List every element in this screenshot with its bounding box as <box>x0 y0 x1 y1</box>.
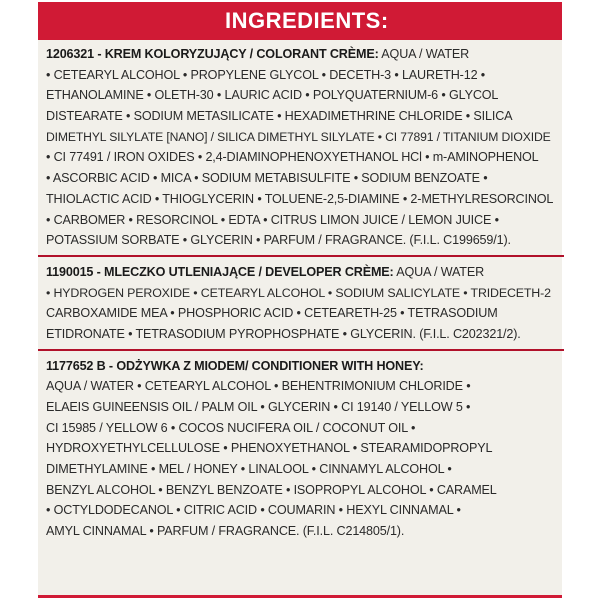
ingredient-line <box>46 397 556 418</box>
ingredient-line <box>46 418 556 439</box>
ingredient-line <box>46 324 556 345</box>
ingredient-text: ETIDRONATE • TETRASODIUM PYROPHOSPHATE • GLYCERIN. (F.I.L. C202321/2). <box>46 326 521 341</box>
ingredient-line <box>46 262 556 283</box>
ingredient-line <box>46 106 556 127</box>
bottom-border <box>38 595 562 598</box>
ingredients-body <box>46 44 556 542</box>
ingredient-section <box>46 44 556 251</box>
ingredient-text: DIMETHYLAMINE • MEL / HONEY • LINALOOL • CINNAMYL ALCOHOL • <box>46 462 452 477</box>
ingredient-text: • CETEARYL ALCOHOL • PROPYLENE GLYCOL • DECETH-3 • LAURETH-12 • <box>46 67 486 82</box>
page-title: INGREDIENTS: <box>225 8 389 33</box>
ingredient-line <box>46 127 556 148</box>
ingredient-text: POTASSIUM SORBATE • GLYCERIN • PARFUM / FRAGRANCE. (F.I.L. C199659/1). <box>46 233 511 248</box>
ingredient-text: CI 15985 / YELLOW 6 • COCOS NUCIFERA OIL / COCONUT OIL • <box>46 420 416 435</box>
ingredient-line <box>46 147 556 168</box>
ingredient-line <box>46 500 556 521</box>
section-divider <box>38 255 564 257</box>
ingredient-line <box>46 189 556 210</box>
ingredient-line <box>46 303 556 324</box>
ingredient-text: BENZYL ALCOHOL • BENZYL BENZOATE • ISOPROPYL ALCOHOL • CARAMEL <box>46 482 497 497</box>
ingredient-text: • CARBOMER • RESORCINOL • EDTA • CITRUS LIMON JUICE / LEMON JUICE • <box>46 212 499 227</box>
ingredient-text: CARBOXAMIDE MEA • PHOSPHORIC ACID • CETEARETH-25 • TETRASODIUM <box>46 306 498 321</box>
ingredient-line <box>46 521 556 542</box>
ingredient-line <box>46 44 556 65</box>
ingredient-line <box>46 65 556 86</box>
ingredient-text: • CI 77491 / IRON OXIDES • 2,4-DIAMINOPHENOXYETHANOL HCl • m-AMINOPHENOL <box>46 150 539 165</box>
ingredient-line <box>46 283 556 304</box>
ingredient-section <box>46 262 556 345</box>
ingredient-text: ETHANOLAMINE • OLETH-30 • LAURIC ACID • POLYQUATERNIUM-6 • GLYCOL <box>46 88 499 103</box>
section-divider <box>38 349 564 351</box>
ingredient-line <box>46 230 556 251</box>
ingredient-text: • OCTYLDODECANOL • CITRIC ACID • COUMARIN • HEXYL CINNAMAL • <box>46 503 461 518</box>
ingredient-line <box>46 85 556 106</box>
product-heading: 1177652 B - ODŻYWKA Z MIODEM/ CONDITIONER WITH HONEY: <box>46 358 424 373</box>
ingredient-text: • ASCORBIC ACID • MICA • SODIUM METABISULFITE • SODIUM BENZOATE • <box>46 171 488 186</box>
ingredient-text: AQUA / WATER • CETEARYL ALCOHOL • BEHENTRIMONIUM CHLORIDE • <box>46 379 471 394</box>
ingredient-text: HYDROXYETHYLCELLULOSE • PHENOXYETHANOL • STEARAMIDOPROPYL <box>46 441 493 456</box>
ingredient-line <box>46 168 556 189</box>
ingredient-line <box>46 376 556 397</box>
ingredients-label <box>38 2 562 598</box>
ingredient-section <box>46 356 556 542</box>
ingredient-text: AQUA / WATER <box>378 47 470 61</box>
ingredient-text: DISTEARATE • SODIUM METASILICATE • HEXADIMETHRINE CHLORIDE • SILICA <box>46 109 513 124</box>
ingredient-text: AQUA / WATER <box>393 264 485 279</box>
ingredient-line <box>46 459 556 480</box>
ingredient-text: • HYDROGEN PEROXIDE • CETEARYL ALCOHOL • SODIUM SALICYLATE • TRIDECETH-2 <box>46 285 551 300</box>
ingredient-text: AMYL CINNAMAL • PARFUM / FRAGRANCE. (F.I.L. C214805/1). <box>46 524 405 539</box>
ingredient-text: DIMETHYL SILYLATE [NANO] / SILICA DIMETHYL SILYLATE • CI 77891 / TITANIUM DIOXIDE <box>46 129 551 144</box>
ingredient-text: THIOLACTIC ACID • THIOGLYCERIN • TOLUENE-2,5-DIAMINE • 2-METHYLRESORCINOL <box>46 191 554 206</box>
header-bar <box>38 2 562 40</box>
ingredient-line <box>46 480 556 501</box>
product-heading: 1206321 - KREM KOLORYZUJĄCY / COLORANT CRÈME: <box>46 47 379 61</box>
ingredient-text: ELAEIS GUINEENSIS OIL / PALM OIL • GLYCERIN • CI 19140 / YELLOW 5 • <box>46 400 471 414</box>
ingredient-line <box>46 210 556 231</box>
ingredient-line <box>46 438 556 459</box>
product-heading: 1190015 - MLECZKO UTLENIAJĄCE / DEVELOPER CRÈME: <box>46 264 394 279</box>
ingredient-line <box>46 356 556 377</box>
